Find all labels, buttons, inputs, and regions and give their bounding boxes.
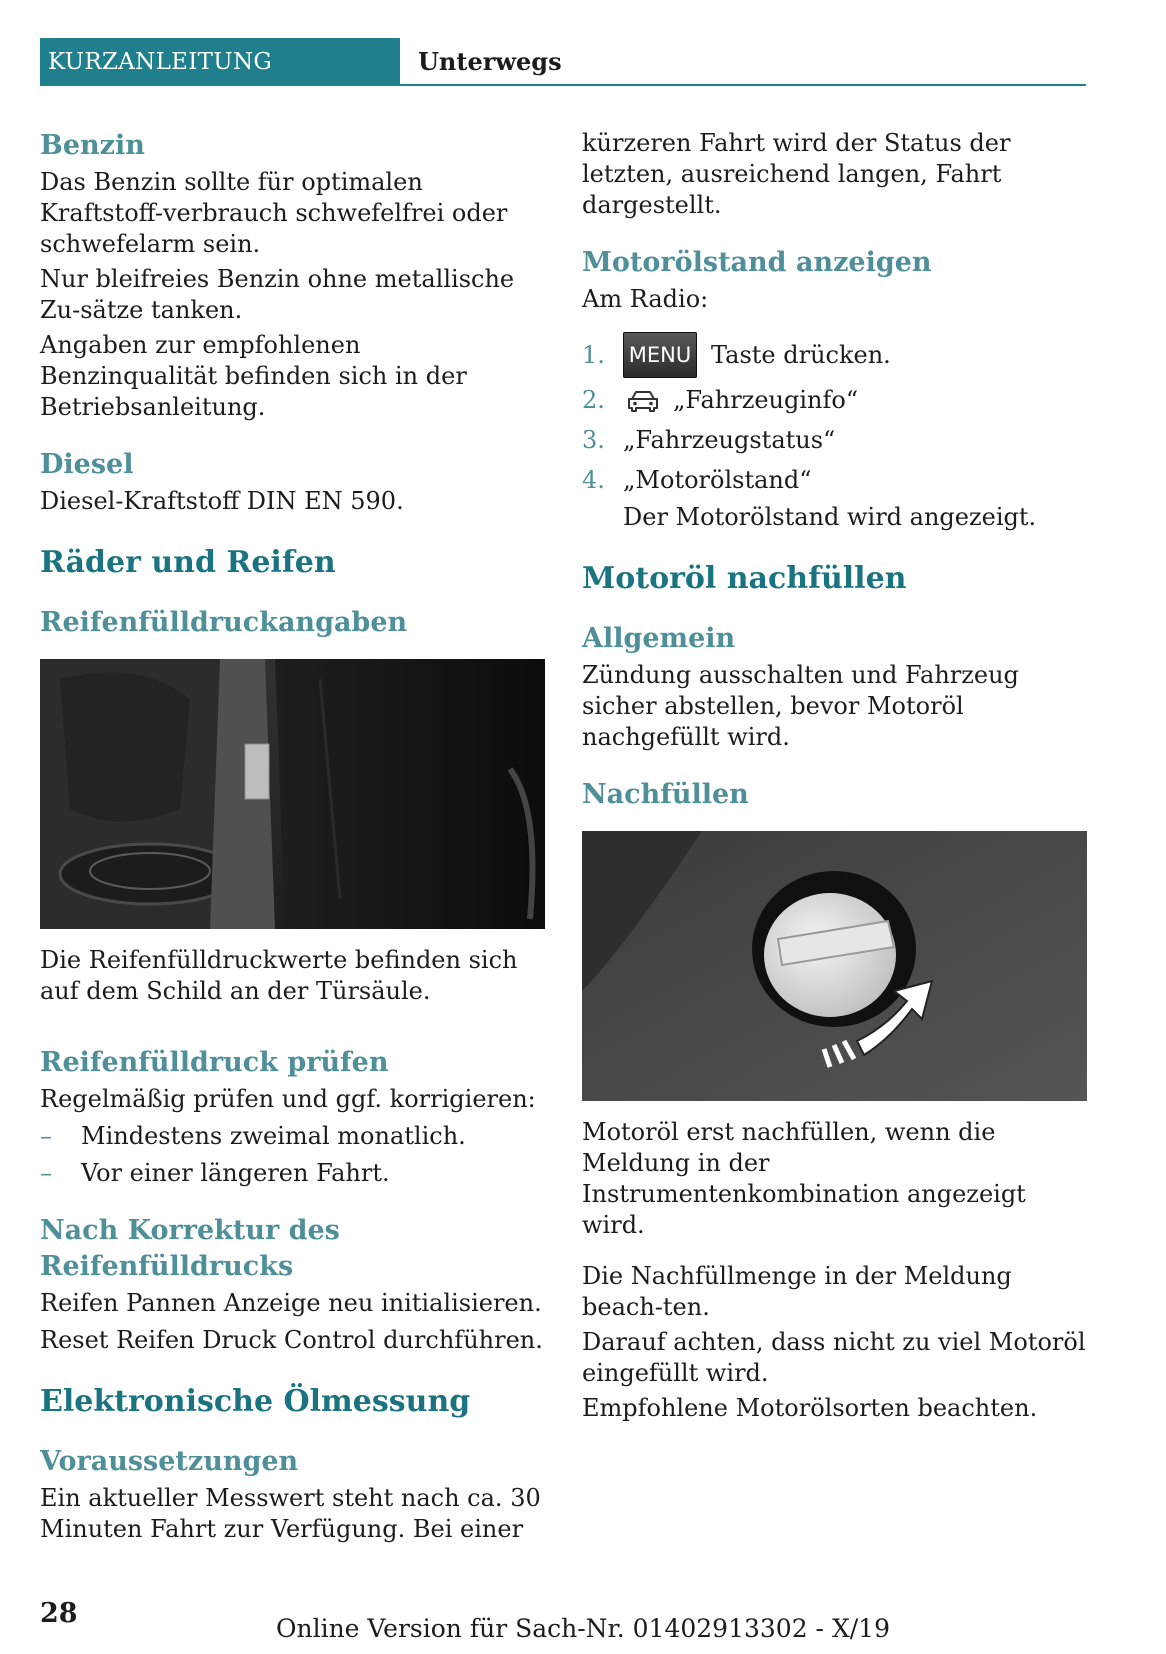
menu-button-icon: MENU — [623, 332, 697, 378]
allgemein-text: Zündung ausschalten und Fahrzeug sicher abstellen, bevor Motoröl nachgefüllt wird. — [582, 661, 1019, 751]
heading-elektronische-oelmessung: Elektronische Ölmessung — [40, 1384, 471, 1419]
step-number: 1. — [582, 340, 605, 369]
list-item — [40, 1158, 545, 1189]
list-item — [40, 1121, 545, 1152]
step-text: „Motorölstand“ — [623, 466, 812, 494]
chapter-title: Unterwegs — [418, 47, 562, 76]
heading-benzin: Benzin — [40, 130, 145, 161]
step-number: 3. — [582, 426, 605, 454]
page-number: 28 — [40, 1598, 78, 1629]
continuation-text: kürzeren Fahrt wird der Status der letzten, ausreichend langen, Fahrt dargestellt. — [582, 129, 1011, 219]
dash-bullet: – — [40, 1159, 52, 1187]
voraussetzungen-text: Ein aktueller Messwert steht nach ca. 30 Minuten Fahrt zur Verfügung. Bei einer — [40, 1484, 541, 1543]
nachfuellen-text-1: Motoröl erst nachfüllen, wenn die Meldung in der Instrumentenkombination angezeigt wird. — [582, 1118, 1026, 1239]
list-item-text: Mindestens zweimal monatlich. — [81, 1122, 466, 1150]
heading-motoroelstand-anzeigen: Motorölstand anzeigen — [582, 247, 932, 278]
step-item — [582, 385, 1087, 416]
heading-reifenfuelldruck-pruefen: Reifenfülldruck prüfen — [40, 1047, 389, 1078]
heading-nach-korrektur: Nach Korrektur des Reifenfülldrucks — [40, 1215, 340, 1282]
heading-reifenfuelldruckangaben: Reifenfülldruckangaben — [40, 607, 408, 638]
step-text: „Fahrzeugstatus“ — [623, 426, 836, 454]
section-tab: KURZANLEITUNG — [40, 38, 400, 86]
step-text: Taste drücken. — [711, 340, 891, 369]
step-item — [582, 465, 1087, 496]
nachfuellen-text-4: Empfohlene Motorölsorten beachten. — [582, 1394, 1038, 1422]
heading-voraussetzungen: Voraussetzungen — [40, 1446, 299, 1477]
step-item — [582, 327, 1087, 383]
heading-allgemein: Allgemein — [582, 623, 736, 654]
heading-raeder-reifen: Räder und Reifen — [40, 545, 336, 580]
step-item — [582, 425, 1087, 456]
header-rule — [40, 84, 1086, 86]
car-icon — [627, 389, 659, 413]
step-number: 4. — [582, 466, 605, 494]
benzin-text-1: Das Benzin sollte für optimalen Kraftstoff-verbrauch schwefelfrei oder schwefelarm sein. — [40, 168, 508, 258]
pruefen-text: Regelmäßig prüfen und ggf. korrigieren: — [40, 1085, 536, 1113]
am-radio-text: Am Radio: — [582, 285, 709, 313]
reifen-text: Die Reifenfülldruckwerte befinden sich auf dem Schild an der Türsäule. — [40, 946, 518, 1005]
left-column — [40, 128, 545, 1545]
footer-text: Online Version für Sach-Nr. 01402913302 - X/19 — [275, 1614, 890, 1643]
diesel-text: Diesel-Kraftstoff DIN EN 590. — [40, 487, 404, 515]
benzin-text-2: Nur bleifreies Benzin ohne metallische Zu-sätze tanken. — [40, 265, 515, 324]
heading-nachfuellen: Nachfüllen — [582, 779, 749, 810]
oil-filler-cap-photo — [582, 831, 1087, 1101]
heading-diesel: Diesel — [40, 449, 134, 480]
nachfuellen-text-2: Die Nachfüllmenge in der Meldung beach-ten. — [582, 1262, 1012, 1321]
korrektur-text-1: Reifen Pannen Anzeige neu initialisieren. — [40, 1289, 542, 1317]
step-list — [582, 327, 1087, 533]
step-result-text: Der Motorölstand wird angezeigt. — [623, 503, 1037, 531]
heading-motoroel-nachfuellen: Motoröl nachfüllen — [582, 561, 907, 596]
door-pillar-photo — [40, 659, 545, 929]
step-text: „Fahrzeuginfo“ — [673, 386, 859, 414]
dash-bullet: – — [40, 1122, 52, 1150]
list-item-text: Vor einer längeren Fahrt. — [81, 1159, 390, 1187]
nachfuellen-text-3: Darauf achten, dass nicht zu viel Motoröl eingefüllt wird. — [582, 1328, 1086, 1387]
step-number: 2. — [582, 386, 605, 414]
korrektur-text-2: Reset Reifen Druck Control durchführen. — [40, 1326, 543, 1354]
right-column — [582, 128, 1087, 1424]
benzin-text-3: Angaben zur empfohlenen Benzinqualität befinden sich in der Betriebsanleitung. — [40, 331, 467, 421]
